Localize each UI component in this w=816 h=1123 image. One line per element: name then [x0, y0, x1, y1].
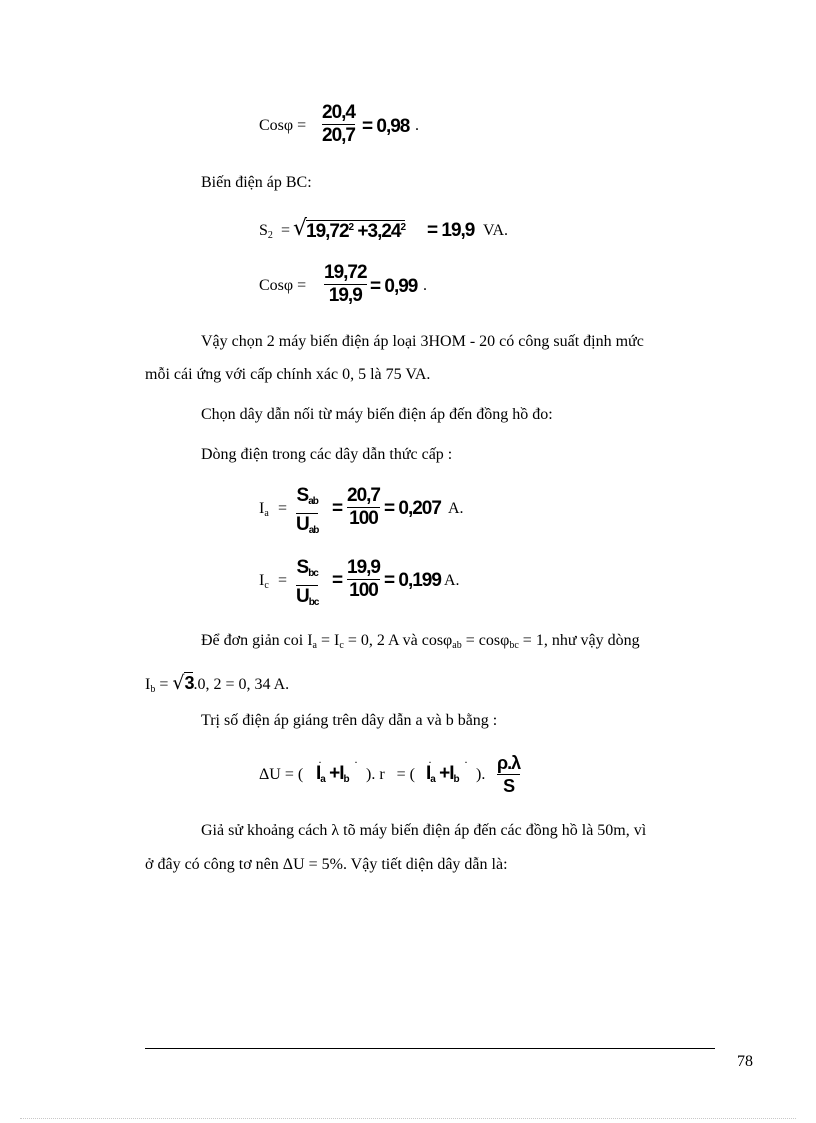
dot-mark: ·	[354, 755, 358, 769]
dot-mark: ·	[464, 755, 468, 769]
sqrt-icon: √	[172, 672, 185, 694]
numerator: $S_{ab}$	[296, 485, 318, 507]
bc-heading: Biến điện áp BC:	[201, 174, 312, 191]
period: .	[415, 117, 419, 134]
fraction-s-over-u	[296, 486, 318, 541]
numerator: 19,9	[347, 557, 380, 578]
radicand: $19,72^2 +3,24^2$	[306, 221, 406, 242]
result: = 0,199	[384, 570, 441, 591]
denominator: 100	[349, 508, 378, 529]
ia-term: $I_a +I_b$	[426, 763, 459, 785]
numerator: 20,7	[347, 485, 380, 506]
equals: =	[278, 572, 288, 589]
dot-mark: ·	[318, 755, 322, 769]
fraction-values	[347, 558, 380, 601]
paragraph-line: $I_b = √3.0$, 2 = 0, 34 A.	[145, 672, 290, 695]
fraction	[322, 103, 355, 146]
unit: A.	[444, 572, 460, 589]
du-close: ).	[476, 766, 486, 783]
paragraph: Trị số điện áp giáng trên dây dẫn a và b bằng :	[201, 712, 498, 729]
cos-label: Cosφ =	[259, 117, 307, 134]
result: = 0,99	[370, 276, 418, 297]
du-label: ΔU = (	[259, 766, 304, 783]
ia-label: $I_a$	[259, 500, 269, 519]
equals: =	[332, 570, 343, 591]
result: = 0,98	[362, 116, 410, 137]
fraction-s-over-u	[296, 558, 318, 613]
paragraph-line: mỗi cái ứng với cấp chính xác 0, 5 là 75 VA.	[145, 366, 431, 383]
numerator: $S_{bc}$	[296, 557, 318, 579]
result: = 0,207	[384, 498, 441, 519]
numerator: 20,4	[322, 102, 355, 123]
denominator: $U_{bc}$	[296, 586, 319, 608]
equals: =	[278, 500, 288, 517]
paragraph-line: Giả sử khoảng cách λ tõ máy biến điện áp đến các đồng hồ là 50m, vì	[201, 822, 647, 839]
page-number: 78	[737, 1053, 753, 1070]
denominator: $U_{ab}$	[296, 514, 319, 536]
denominator: 100	[349, 580, 378, 601]
denominator: S	[503, 776, 515, 796]
denominator: 19,9	[328, 285, 362, 306]
paragraph: Dòng điện trong các dây dẫn thức cấp :	[201, 446, 453, 463]
dot-mark: ·	[428, 755, 432, 769]
du-mid: ). r = (	[366, 766, 416, 783]
numerator: 19,72	[324, 262, 367, 283]
fraction-rho-lambda-over-s	[497, 753, 520, 796]
paragraph-line: ở đây có công tơ nên ΔU = 5%. Vậy tiết diện dây dẫn là:	[145, 856, 508, 873]
period: .	[423, 277, 427, 294]
ic-label: $I_c$	[259, 572, 269, 591]
cos-label: Cosφ =	[259, 277, 307, 294]
paragraph: Chọn dây dẫn nối từ máy biến điện áp đến đồng hồ đo:	[201, 406, 553, 423]
numerator: ρ.λ	[497, 753, 521, 773]
paragraph-line: Để đơn giản coi $I_a = I_c = 0$, 2 A và cosφ$_{ab}$ = cosφ$_{bc}$ = 1, như vậy dòng	[201, 632, 640, 651]
footer-rule	[145, 1048, 715, 1049]
sqrt-icon: √	[293, 216, 308, 241]
ia-term: $I_a +I_b$	[316, 763, 349, 785]
fraction-values	[347, 486, 380, 529]
paragraph-line: Vậy chọn 2 máy biến điện áp loại 3HOM - 20 có công suất định mức	[201, 333, 644, 350]
unit: A.	[448, 500, 464, 517]
s2-label: $S_2$	[259, 222, 273, 241]
denominator: 20,7	[322, 125, 355, 146]
unit: VA.	[483, 222, 509, 239]
fraction-bar	[497, 774, 520, 775]
result: = 19,9	[427, 220, 475, 241]
fraction	[324, 263, 367, 306]
equals: =	[281, 222, 291, 239]
page-bottom-dotted-line	[20, 1118, 796, 1119]
equals: =	[332, 498, 343, 519]
